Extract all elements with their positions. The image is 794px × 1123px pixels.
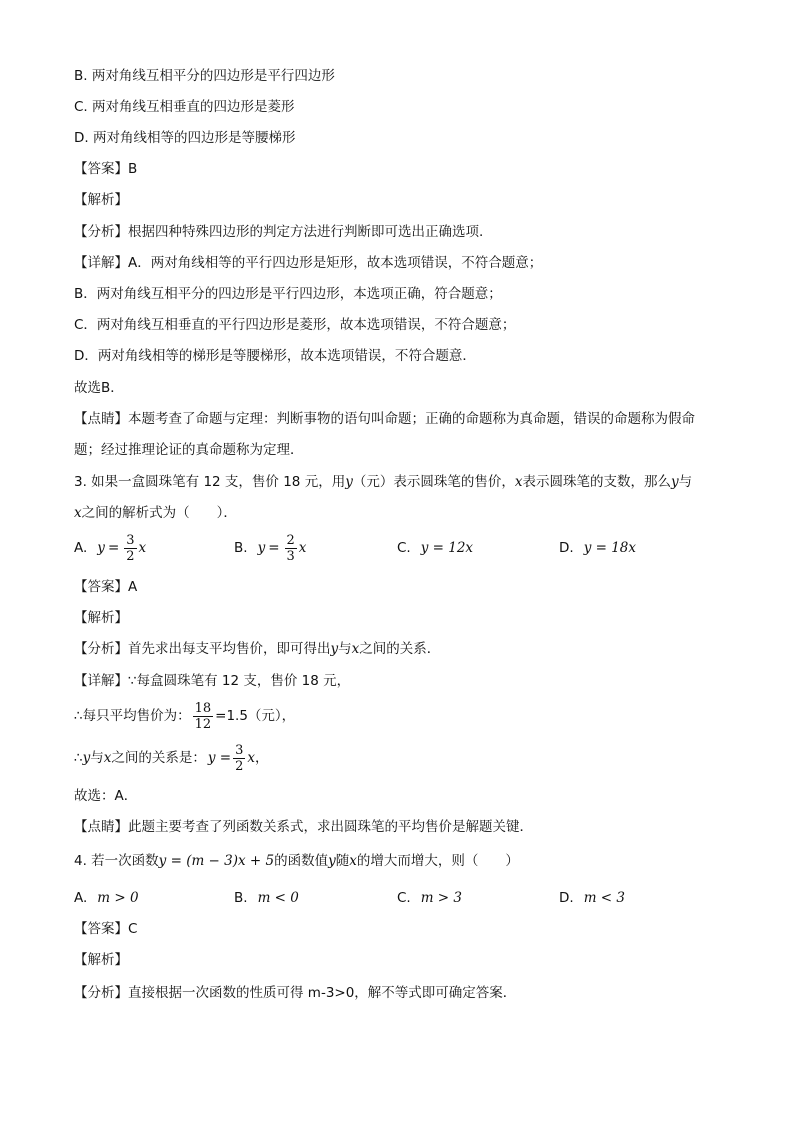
q3-comment: 【点睛】此题主要考查了列函数关系式，求出圆珠笔的平均售价是解题关键． [74,819,533,835]
q3-option-a-den: 2 [126,548,135,564]
q3-choice: 故选：A． [74,788,138,804]
q3-relation-var-y: y [82,750,91,766]
q3-var-x2: x [74,505,82,521]
q3-option-d-expr: y = 18x [583,540,636,556]
q3-option-a-lhs: y [97,540,105,556]
q4-text-4: 的增大而增大，则（ ） [356,853,519,869]
q3-relation-lhs: y = [207,750,232,766]
q4-option-d-expr: m < 3 [583,890,625,906]
q3-average-fraction [193,701,214,732]
q4-option-a-label: A. [74,890,88,906]
q3-detail-text: 【详解】∵每盒圆珠笔有 12 支，售价 18 元， [74,673,351,689]
option-d-text: D. 两对角线相等的四边形是等腰梯形 [74,130,296,146]
q4-option-b [234,878,299,918]
q3-text-5: 之间的解析式为（ ）． [81,505,237,521]
q3-analysis-text [74,639,440,659]
q3-option-a-fraction [124,533,136,564]
q3-option-d [559,528,636,568]
q3-option-b [234,528,306,568]
q4-var-y: y [328,853,336,869]
q3-option-b-eq: = [268,540,280,556]
detail-line-a: 【详解】A．两对角线相等的平行四边形是矩形，故本选项错误，不符合题意； [74,255,543,271]
q4-option-b-expr: m < 0 [257,890,299,906]
q3-option-a-var: x [138,540,147,556]
question-3-options [74,528,734,568]
q4-analysis-heading: 【解析】 [74,952,128,968]
q3-analysis-heading: 【解析】 [74,610,128,626]
question-4-stem [74,851,519,871]
q4-option-b-label: B. [234,890,248,906]
q3-relation-fraction [233,743,245,774]
q4-option-d-label: D. [559,890,574,906]
analysis-heading: 【解析】 [74,192,128,208]
q3-text-1: 3. 如果一盒圆珠笔有 12 支，售价 18 元，用 [74,474,346,490]
q3-average-result: =1.5（元）， [215,708,296,724]
q3-option-a-eq: = [107,540,120,556]
q4-option-c-label: C. [397,890,411,906]
q3-relation-var-x: x [103,750,112,766]
q4-expression: y = (m − 3)x + 5 [158,853,275,869]
q3-analysis-part-3: 之间的关系． [359,641,441,657]
q3-option-c [397,528,473,568]
q3-analysis-var-y: y [330,641,339,657]
option-b-text: B. 两对角线互相平分的四边形是平行四边形 [74,68,335,84]
q3-answer: 【答案】A [74,579,138,595]
q3-relation-end: ， [255,750,269,766]
q3-analysis-var-x: x [351,641,360,657]
comment-line-2: 题；经过推理论证的真命题称为定理． [74,442,304,458]
q3-average-num: 18 [194,700,212,716]
q4-option-a-expr: m > 0 [97,890,139,906]
q3-var-y: y [345,474,353,490]
q4-text-2: 的函数值 [274,853,329,869]
q3-var-y2: y [670,474,679,490]
q4-text-3: 随 [335,853,350,869]
q3-option-d-label: D. [559,540,574,556]
q3-text-2: （元）表示圆珠笔的售价， [352,474,515,490]
q3-relation-part-2: 之间的关系是： [111,750,206,766]
q3-relation-therefore: ∴ [74,750,83,766]
q4-answer: 【答案】C [74,921,138,937]
q4-option-a [74,878,139,918]
q3-option-b-var: x [298,540,307,556]
q3-option-b-den: 3 [286,548,295,564]
q4-text-1: 4. 若一次函数 [74,853,159,869]
q3-option-c-expr: y = 12x [420,540,474,556]
q4-option-c-expr: m > 3 [420,890,463,906]
q4-var-x: x [349,853,357,869]
question-3-stem-cont [74,503,237,523]
q3-option-c-label: C. [397,540,411,556]
answer-label: 【答案】B [74,161,138,177]
detail-line-c: C．两对角线互相垂直的平行四边形是菱形，故本选项错误，不符合题意； [74,317,516,333]
analysis-text: 【分析】根据四种特殊四边形的判定方法进行判断即可选出正确选项. [74,224,484,240]
q3-text-4: 与 [678,474,693,490]
question-3-stem [74,472,692,492]
q3-var-x: x [514,474,523,490]
q3-relation-part-1: 与 [90,750,104,766]
q4-analysis-text: 【分析】直接根据一次函数的性质可得 m-3>0，解不等式即可确定答案． [74,985,517,1001]
q3-average-den: 12 [194,716,212,732]
q3-average-label: ∴每只平均售价为： [74,708,191,724]
q3-option-b-fraction [285,533,297,564]
q3-relation-num: 3 [235,742,244,758]
q3-option-b-label: B. [234,540,248,556]
q3-text-3: 表示圆珠笔的支数，那么 [522,474,671,490]
q3-option-a-label: A. [74,540,88,556]
q3-option-a [74,528,146,568]
q3-option-b-num: 2 [286,532,295,548]
q3-relation-var: x [247,750,255,766]
q4-option-c [397,878,462,918]
detail-line-d: D．两对角线相等的梯形是等腰梯形，故本选项错误，不符合题意． [74,348,476,364]
comment-line-1: 【点睛】本题考查了命题与定理：判断事物的语句叫命题；正确的命题称为真命题，错误的命题称为假命 [74,411,695,427]
q4-option-d [559,878,625,918]
q3-option-a-num: 3 [126,532,135,548]
q3-analysis-part-1: 【分析】首先求出每支平均售价，即可得出 [74,641,331,657]
q3-average-price [74,698,295,734]
choice-line: 故选B． [74,380,124,396]
q3-option-b-lhs: y [257,540,266,556]
option-c-text: C. 两对角线互相垂直的四边形是菱形 [74,99,295,115]
q3-relation [74,740,269,776]
q3-analysis-part-2: 与 [338,641,352,657]
question-4-options [74,878,734,918]
q3-relation-den: 2 [235,758,244,774]
detail-line-b: B．两对角线互相平分的四边形是平行四边形，本选项正确，符合题意； [74,286,502,302]
